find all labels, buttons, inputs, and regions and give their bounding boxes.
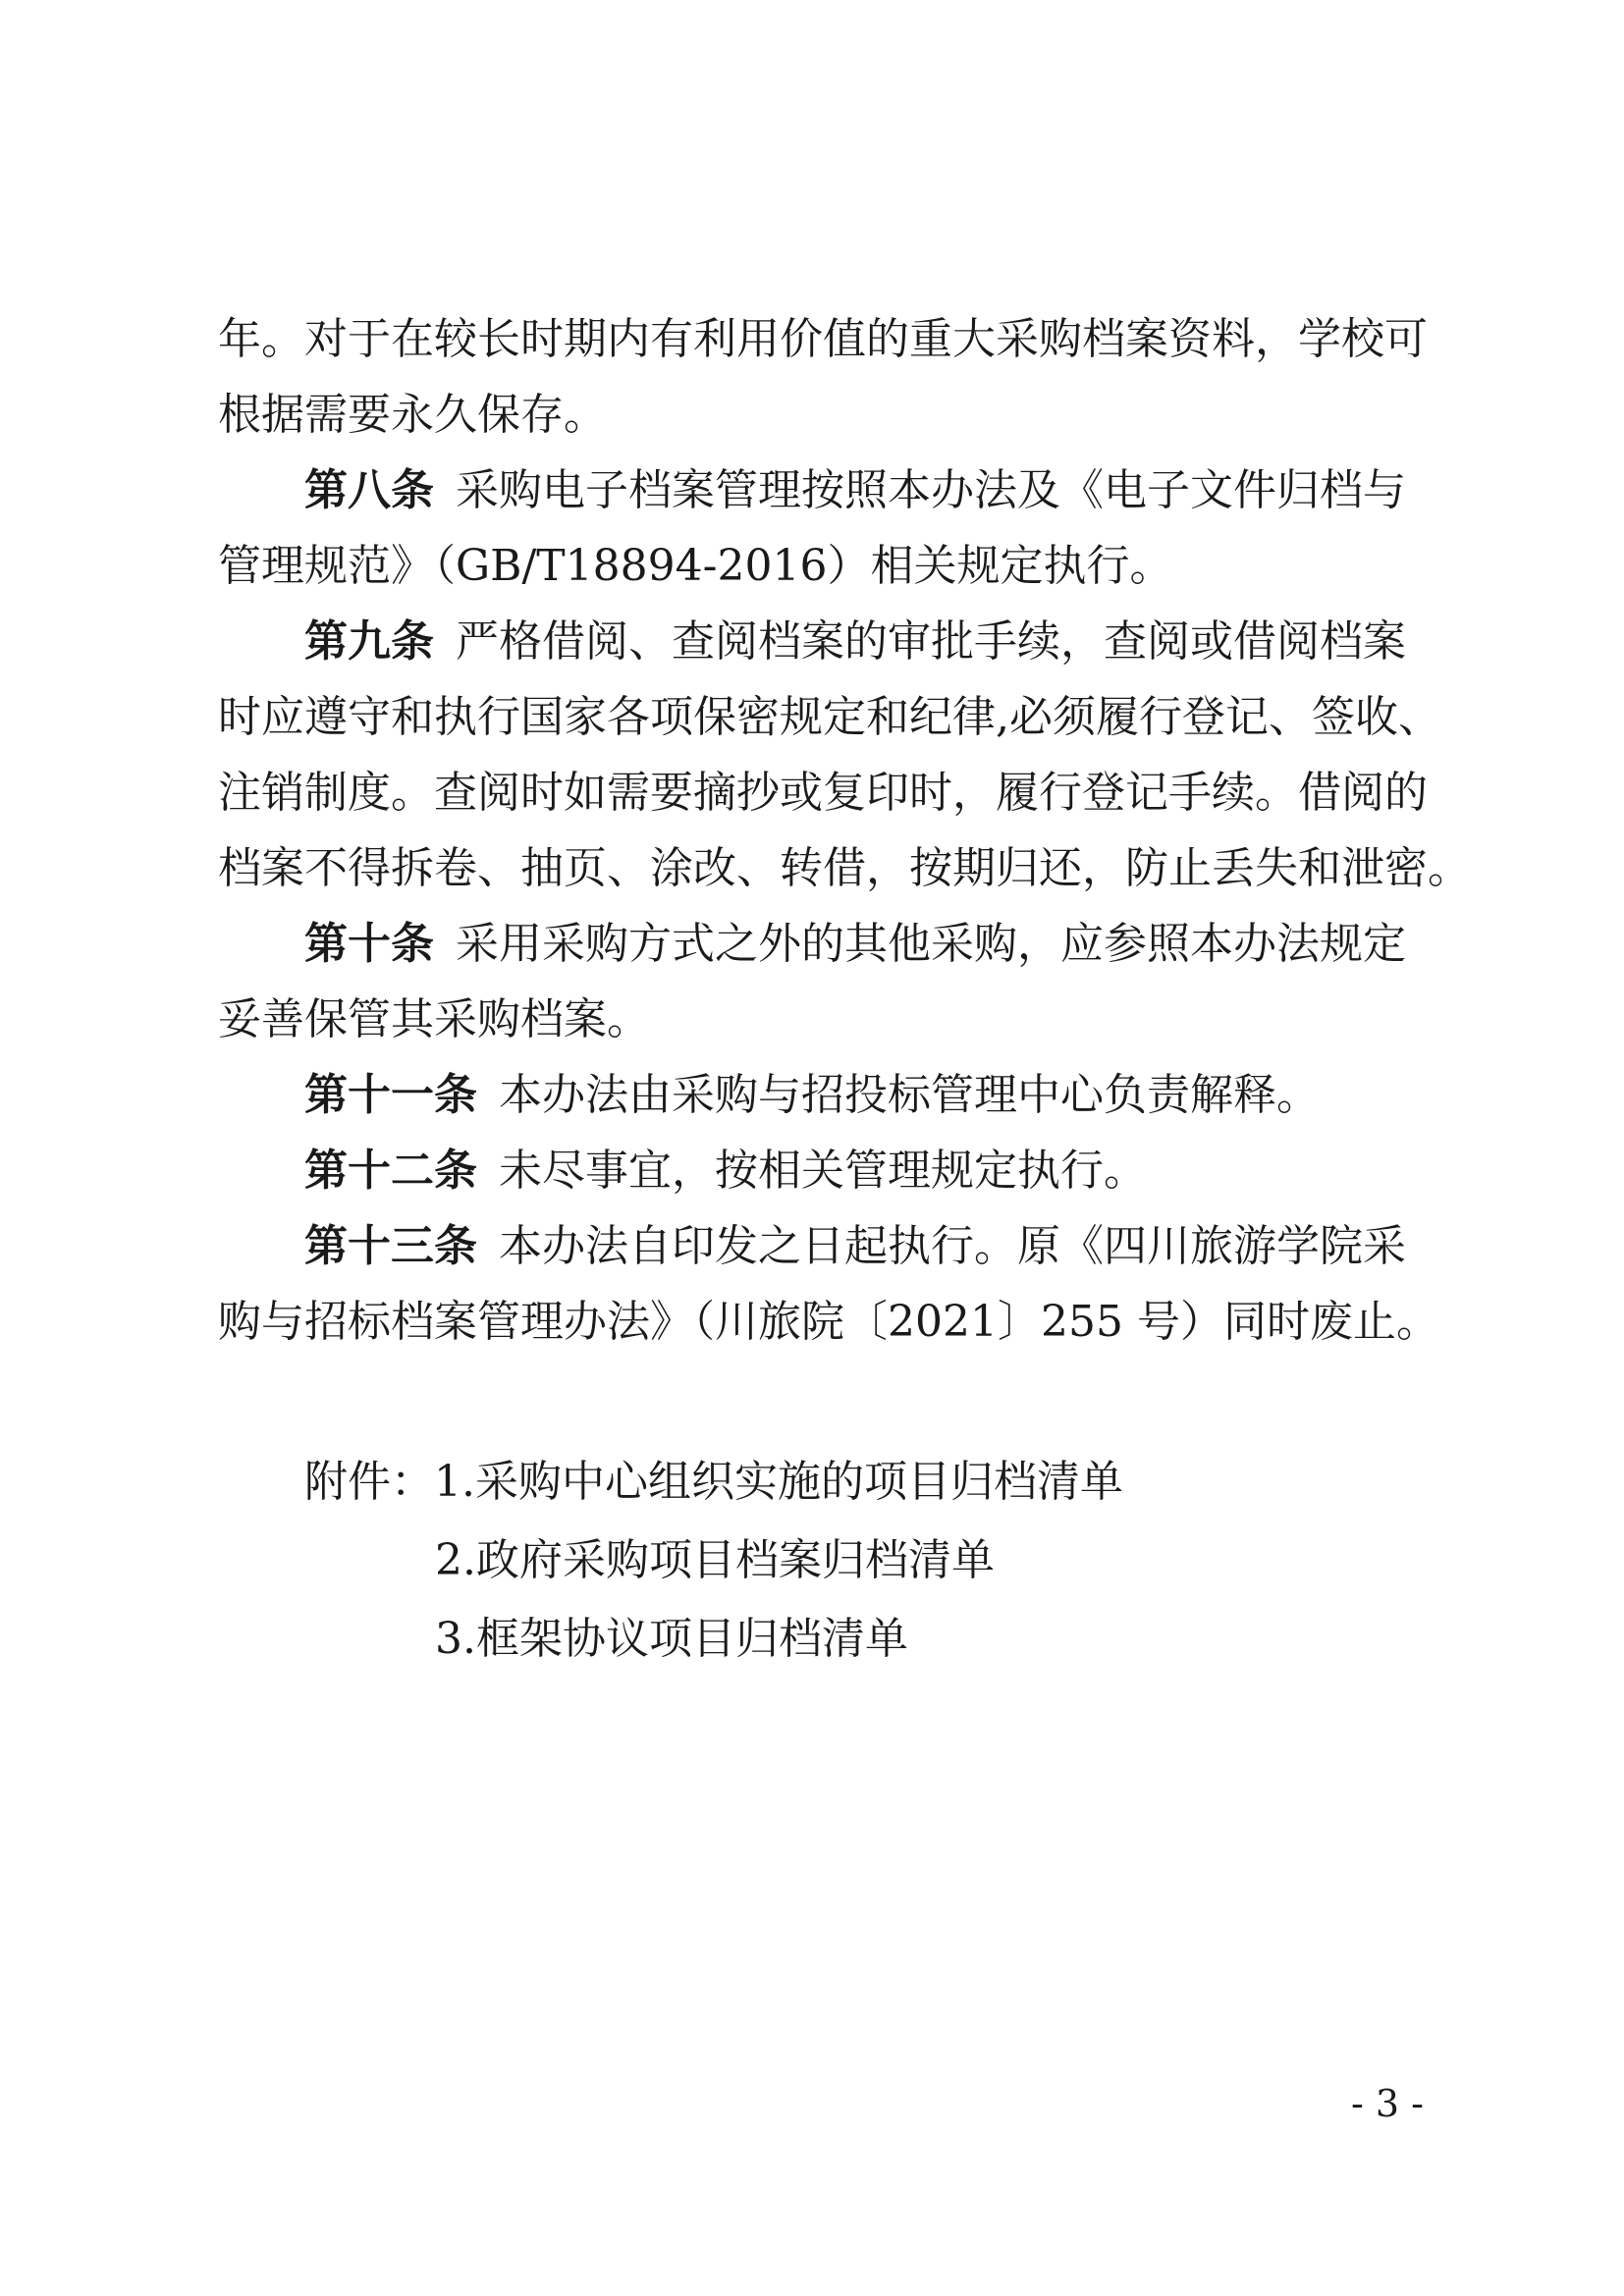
attachment-item: [304, 1443, 1123, 1522]
text-line: 时应遵守和执行国家各项保密规定和纪律,必须履行登记、签收、: [218, 692, 1441, 742]
text-line: 注销制度。查阅时如需要摘抄或复印时，履行登记手续。借阅的: [218, 768, 1428, 818]
article-10-text: 采用采购方式之外的其他采购，应参照本办法规定: [456, 919, 1406, 969]
article-10-label: 第十条: [304, 919, 434, 969]
text-line: 档案不得拆卷、抽页、涂改、转借，按期归还，防止丢失和泄密。: [218, 843, 1471, 893]
article-8-label: 第八条: [304, 465, 434, 515]
article-11: [218, 1057, 1428, 1133]
article-13: [218, 1208, 1428, 1284]
article-12-text: 未尽事宜，按相关管理规定执行。: [499, 1146, 1147, 1196]
attachments-label: 附件：: [304, 1457, 434, 1507]
attachment-item: [304, 1600, 1123, 1679]
text-line: 管理规范》（GB/T18894-2016）相关规定执行。: [218, 541, 1173, 591]
article-13-text: 本办法自印发之日起执行。原《四川旅游学院采: [499, 1221, 1406, 1271]
page-number: - 3 -: [1350, 2082, 1424, 2125]
attachment-title: 2.政府采购项目档案归档清单: [435, 1535, 995, 1585]
article-11-text: 本办法由采购与招投标管理中心负责解释。: [499, 1070, 1320, 1120]
attachments-list: [304, 1443, 1123, 1679]
article-9: [218, 604, 1428, 679]
attachment-title: 3.框架协议项目归档清单: [435, 1614, 908, 1664]
article-9-label: 第九条: [304, 616, 434, 667]
text-line: 年。对于在较长时期内有利用价值的重大采购档案资料，学校可: [218, 314, 1428, 364]
attachment-item: [304, 1522, 1123, 1600]
attachment-title: 1.采购中心组织实施的项目归档清单: [434, 1457, 1123, 1507]
article-9-text: 严格借阅、查阅档案的审批手续，查阅或借阅档案: [456, 616, 1406, 667]
article-8-text: 采购电子档案管理按照本办法及《电子文件归档与: [456, 465, 1406, 515]
article-12: [218, 1133, 1428, 1208]
article-10: [218, 906, 1428, 982]
article-12-label: 第十二条: [304, 1146, 477, 1196]
article-8: [218, 453, 1428, 528]
document-body: [218, 301, 1471, 1360]
article-11-label: 第十一条: [304, 1070, 477, 1120]
article-13-label: 第十三条: [304, 1221, 477, 1271]
text-line: 妥善保管其采购档案。: [218, 994, 650, 1044]
text-line: 根据需要永久保存。: [218, 390, 607, 440]
text-line: 购与招标档案管理办法》（川旅院〔2021〕255 号）同时废止。: [218, 1297, 1439, 1347]
